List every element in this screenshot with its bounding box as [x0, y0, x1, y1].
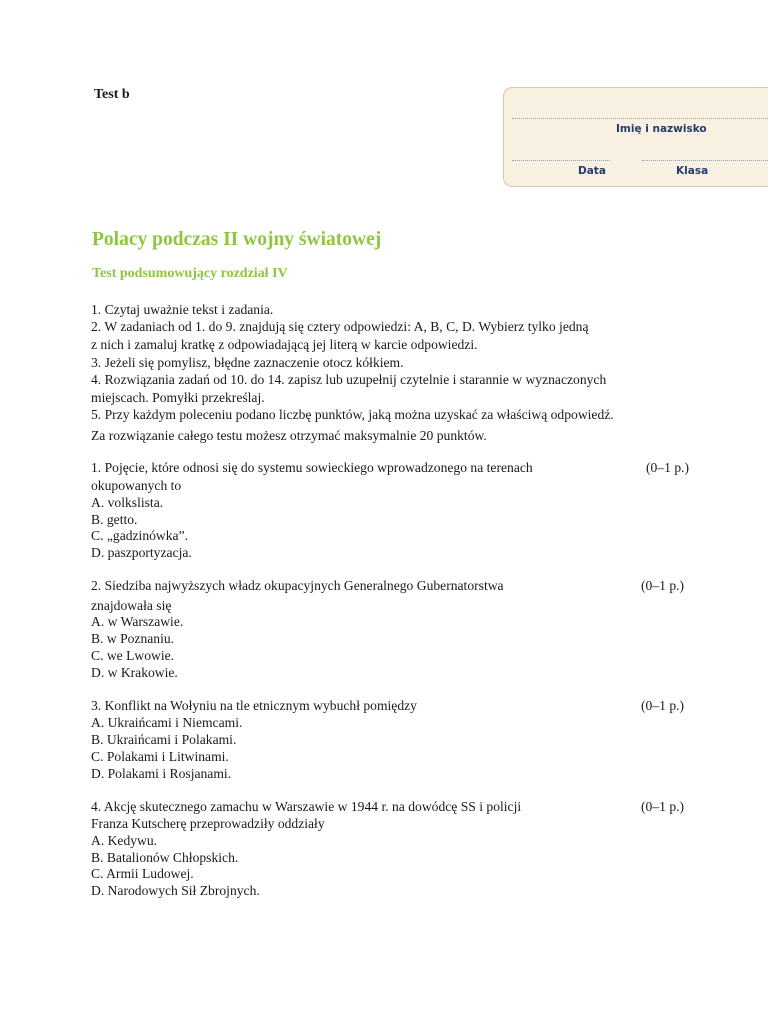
- answer-option: C. Armii Ludowej.: [91, 866, 194, 881]
- instruction-line: 3. Jeżeli się pomylisz, błędne zaznaczenie otocz kółkiem.: [91, 355, 404, 370]
- date-dotted-line: [512, 160, 610, 161]
- question-text: 4. Akcję skutecznego zamachu w Warszawie w 1944 r. na dowódcę SS i policji: [91, 799, 522, 814]
- question-text: 3. Konflikt na Wołyniu na tle etnicznym wybuchł pomiędzy: [91, 698, 417, 713]
- question-points: (0–1 p.): [641, 578, 685, 593]
- question-points: (0–1 p.): [641, 799, 685, 814]
- instruction-line: miejscach. Pomyłki przekreślaj.: [91, 390, 265, 405]
- answer-option: C. „gadzinówka”.: [91, 528, 189, 543]
- question-text: Franza Kutscherę przeprowadziły oddziały: [91, 816, 325, 831]
- answer-option: B. w Poznaniu.: [91, 631, 175, 646]
- answer-option: A. w Warszawie.: [91, 614, 184, 629]
- instruction-line: 5. Przy każdym poleceniu podano liczbę punktów, jaką można uzyskać za właściwą odpowiedź.: [91, 407, 614, 422]
- answer-option: B. Batalionów Chłopskich.: [91, 850, 239, 865]
- answer-option: D. Polakami i Rosjanami.: [91, 766, 232, 781]
- test-subtitle: Test podsumowujący rozdział IV: [92, 266, 288, 281]
- answer-option: A. volkslista.: [91, 495, 164, 510]
- question-text: okupowanych to: [91, 478, 182, 493]
- answer-option: D. w Krakowie.: [91, 665, 178, 680]
- question-text: 1. Pojęcie, które odnosi się do systemu sowieckiego wprowadzonego na terenach: [91, 460, 533, 475]
- question-text: 2. Siedziba najwyższych władz okupacyjnych Generalnego Gubernatorstwa: [91, 578, 504, 593]
- answer-option: B. Ukraińcami i Polakami.: [91, 732, 237, 747]
- instruction-line: Za rozwiązanie całego testu możesz otrzymać maksymalnie 20 punktów.: [91, 428, 487, 443]
- answer-option: A. Ukraińcami i Niemcami.: [91, 715, 243, 730]
- question-points: (0–1 p.): [641, 698, 685, 713]
- name-date-box: [503, 87, 768, 187]
- instruction-line: 2. W zadaniach od 1. do 9. znajdują się cztery odpowiedzi: A, B, C, D. Wybierz tylko jedną: [91, 319, 589, 334]
- answer-option: A. Kedywu.: [91, 833, 158, 848]
- class-dotted-line: [642, 160, 768, 161]
- answer-option: B. getto.: [91, 512, 138, 527]
- answer-option: D. paszportyzacja.: [91, 545, 192, 560]
- date-label: Data: [578, 165, 606, 177]
- instruction-line: z nich i zamaluj kratkę z odpowiadającą jej literą w karcie odpowiedzi.: [91, 337, 478, 352]
- answer-option: C. we Lwowie.: [91, 648, 175, 663]
- instruction-line: 1. Czytaj uważnie tekst i zadania.: [91, 302, 274, 317]
- answer-option: C. Polakami i Litwinami.: [91, 749, 229, 764]
- instruction-line: 4. Rozwiązania zadań od 10. do 14. zapisz lub uzupełnij czytelnie i starannie w wyznaczonych: [91, 372, 607, 387]
- answer-option: D. Narodowych Sił Zbrojnych.: [91, 883, 260, 898]
- test-title: Polacy podczas II wojny światowej: [92, 229, 382, 250]
- name-dotted-line: [512, 118, 768, 119]
- class-label: Klasa: [676, 165, 709, 177]
- question-text: znajdowała się: [91, 598, 172, 613]
- test-variant-label: Test b: [94, 87, 130, 102]
- name-label: Imię i nazwisko: [616, 123, 707, 135]
- question-points: (0–1 p.): [646, 460, 690, 475]
